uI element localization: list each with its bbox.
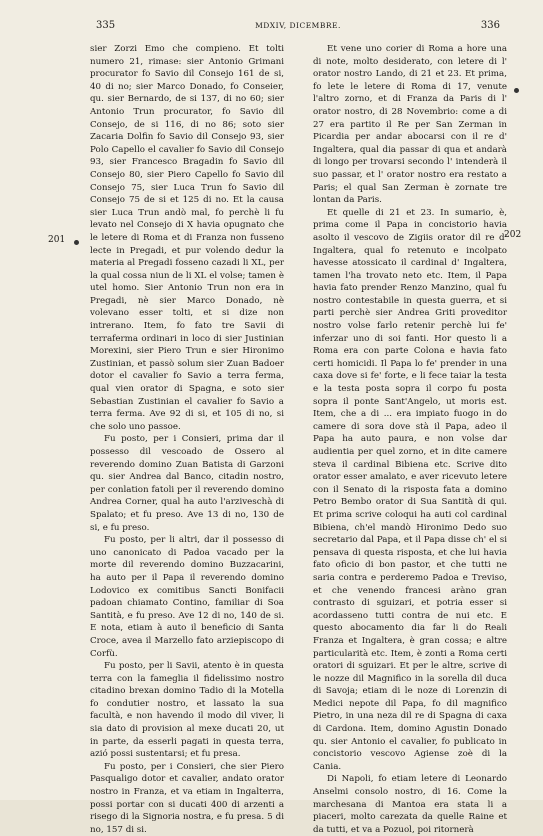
page-number-right: 336	[480, 20, 500, 31]
paragraph: Fu posto, per li altri, dar il possesso di uno canonicato di Padoa vacado per la morte dil reverendo domino Buzzacarini, ha auto per il Papa il reverendo domino Lodovico ex comitibus Sancti Bonifacii padoan chiamato Contino, familiar di Soa Santità, e fu preso. Ave 12 di no, 140 de si. E nota, etiam à auto il beneficio di Santa Croce, avea il Marzello fato arziepiscopo di Corfù.	[90, 535, 284, 659]
page-number-left: 335	[96, 20, 116, 31]
paragraph: Fu posto, per i Consieri, che sier Piero Pasqualigo dotor et cavalier, andato orator nostro in Franza, et va etiam in Ingalterra, possi portar con si ducati 400 di arzenti a risego di la Signoria nostra, e fu presa. 5 di no, 157 di si.	[90, 761, 284, 835]
running-header	[96, 20, 500, 34]
paragraph: Et quelle di 21 et 23. In sumario, è, prima come il Papa in concistorio havia asolto il vescovo de Zigiis orator dil re d' Ingaltera, qual fo retenuto e incolpato havesse atossicato il cardinal d' Ingaltera, tamen l'ha trovato neto etc. Item, il Papa havia fato prender Renzo Manzino, qual fu nostro contestabile in questa guerra, et si parti perchè sier Andrea Griti proveditor nostro volse farlo retenir perchè lui fe' inferzar uno di soi fanti. Hor questo li a Roma era con parte Colona e havia fato certi homicidi. Il Papa lo fe' prender in una caxa dove si fe' forte, e li fece taiar la testa e la testa posta sopra il corpo fu posta sopra il ponte Sant'Angelo, ut moris est. Item, che a di ... era impiato fuogo in do camere di sora dove stà il Papa, adeo il Papa ha auto paura, e non volse dar audientia per quel zorno, et in dite camere steva il cardinal Bibiena etc. Scrive dito orator esser amalato, e aver ricevuto letere con il Senato di la risposta fata a domino Petro Bembo orator di Sua Santità di qui. Et prima scrive coloqui ha auti col cardinal Bibiena, ch'el mandò Hironimo Dedo suo secretario dal Papa, et il Papa disse ch' el si pensava di questa risposta, et che lui havia fato oficio di bon pastor, et che tutti ne saria contra e perderemo Padoa e Treviso, et che venendo francesi aràno gran contrasto di sguizari, et potria esser si acordasseno tutti contra de nui etc. E questo abocamento dia far li do Reali Franza et Ingaltera, è gran cossa; e altre particularità etc. Item, è zonti a Roma certi oratori di sguizari. Et per le altre, scrive di le nozze dil Magnifico in la sorella dil duca di Savoja; etiam di le noze di Lorenzin di Medici nepote dil Papa, fo dil magnifico Pietro, in una neza dil re di Spagna di caxa di Cardona. Item, domino Agustin Donado qu. sier Antonio el cavalier, fo publicato in concistorio vescovo Agiense zoè di la Cania.	[313, 207, 507, 772]
right-column	[313, 43, 507, 836]
left-column	[90, 43, 284, 836]
margin-dot-icon	[74, 240, 79, 245]
paragraph: Di Napoli, fo etiam letere di Leonardo Anselmi consolo nostro, di 16. Come la marchesana di Mantoa era stata li a piaceri, molto carezata da quelle Raine et da tutti, et va a Pozuol, poi ritornerà	[313, 774, 507, 835]
margin-number-right: 202	[504, 230, 522, 240]
paragraph: Fu posto, per li Savii, atento è in questa terra con la fameglia il fidelissimo nostro citadino brexan domino Tadio di la Motella fo condutier nostro, et lassato la sua facultà, e non havendo il modo dil viver, li sia dato di provision al mexe ducati 20, ut in parte, da esserli pagati in questa terra, azió possi sustentarsi; et fu presa.	[90, 661, 284, 760]
paragraph: Et vene uno corier di Roma a hore una di note, molto desiderato, con letere di l' orator nostro Lando, di 21 et 23. Et prima, fo lete le letere di Roma di 17, venute l'altro zorno, et di Franza da Paris di l' orator nostro, di 28 Novembrio: come a di 27 era partito il Re per San Zerman in Picardia per andar abocarsi con il re d' Ingaltera, qual dia passar di qua et andarà di longo per trovarsi secondo l' intenderà il suo passar, et l' orator nostro era restato a Paris; el qual San Zerman è zornate tre lontan da Paris.	[313, 44, 507, 206]
margin-dot-icon	[514, 88, 519, 93]
paragraph: Fu posto, per i Consieri, prima dar il possesso dil vescoado de Ossero al reverendo domino Zuan Batista di Garzoni qu. sier Andrea dal Banco, citadin nostro, per conlation fatoli per il reverendo domino Andrea Corner, qual ha auto l'arziveschà di Spalato; et fu preso. Ave 13 di no, 130 de si, e fu preso.	[90, 434, 284, 533]
running-title: MDXIV, DICEMBRE.	[255, 21, 341, 30]
paragraph: sier Zorzi Emo che compieno. Et tolti numero 21, rimase: sier Antonio Grimani procurator fo Savio dil Consejo 161 de si, 40 di no; sier Marco Donado, fo Conseier, qu. sier Bernardo, de si 137, di no 60; sier Antonio Trun procurator, fo Savio dil Consejo, de si 116, di no 86; soto sier Zacaria Dolfin fo Savio dil Consejo 93, sier Polo Capello el cavalier fo Savio dil Consejo 93, sier Francesco Bragadin fo Savio dil Consejo 80, sier Piero Capello fo Savio dil Consejo 75, sier Luca Trun fo Savio dil Consejo 75 de si et 125 di no. Et la causa sier Luca Trun andò mal, fo perchè li fu levato nel Consejo di X havia opugnato che le letere di Roma et di Franza non fusseno lecte in Pregadi, et pur volendo dedur la materia al Pregadi fosseno cazadi li XL, per la qual cossa niun de li XL el volse; tamen è utel homo. Sier Antonio Trun non era in Pregadi, nè sier Marco Donado, nè volevano esser tolti, et si dize non intrerano. Item, fo fato tre Savii di terraferma ordinari in loco di sier Justinian Morexini, sier Piero Trun e sier Hironimo Zustinian, et passò solum sier Zuan Badoer dotor el cavalier fo Savio a terra ferma, qual vien orator di Spagna, e soto sier Sebastian Zustinian el cavalier fo Savio a terra ferma. Ave 92 di si, et 105 di no, si che solo uno passoe.	[90, 44, 284, 432]
margin-number-left: 201	[48, 235, 66, 245]
